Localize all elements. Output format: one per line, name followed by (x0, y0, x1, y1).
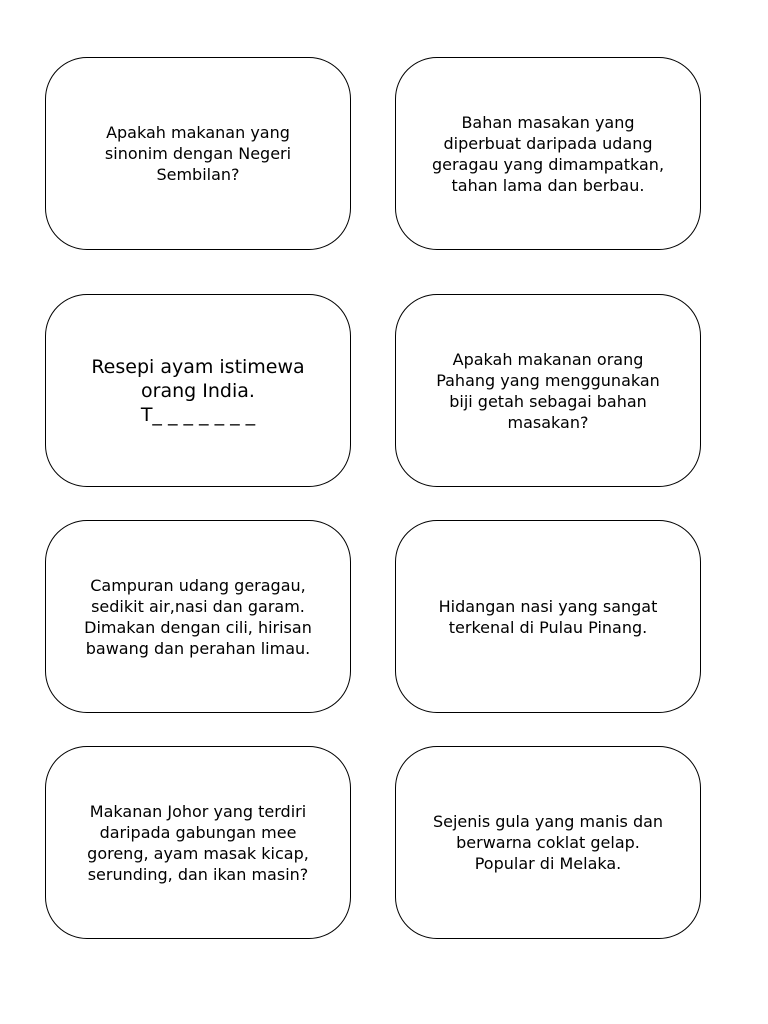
question-card-text: Apakah makanan yang sinonim dengan Negeri Sembilan? (104, 123, 292, 184)
question-card-4 (395, 294, 701, 487)
question-card-text: Campuran udang geragau, sedikit air,nasi dan garam. Dimakan dengan cili, hirisan bawang dan perahan limau. (84, 575, 312, 658)
question-card-text: Apakah makanan orang Pahang yang menggunakan biji getah sebagai bahan masakan? (436, 349, 660, 432)
question-card-7 (45, 746, 351, 939)
question-card-1 (45, 57, 351, 250)
question-card-6 (395, 520, 701, 713)
question-card-text: Makanan Johor yang terdiri daripada gabungan mee goreng, ayam masak kicap, serunding, dan ikan masin? (87, 801, 309, 884)
question-card-text: Resepi ayam istimewa orang India. T_ _ _ _ _ _ _ (91, 355, 305, 426)
question-card-5 (45, 520, 351, 713)
question-card-2 (395, 57, 701, 250)
question-card-text: Sejenis gula yang manis dan berwarna coklat gelap. Popular di Melaka. (432, 812, 664, 873)
question-card-3 (45, 294, 351, 487)
question-card-8 (395, 746, 701, 939)
question-card-text: Hidangan nasi yang sangat terkenal di Pulau Pinang. (438, 596, 658, 637)
question-card-text: Bahan masakan yang diperbuat daripada udang geragau yang dimampatkan, tahan lama dan berbau. (431, 112, 665, 195)
